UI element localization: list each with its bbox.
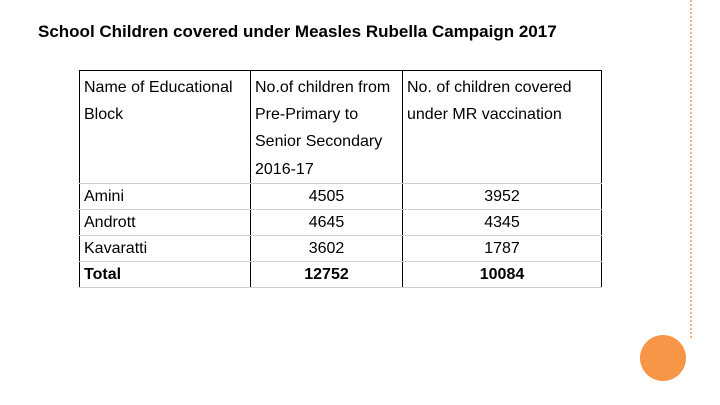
decorative-dotted-rule: [690, 0, 692, 338]
total-covered-cell: 10084: [403, 261, 602, 287]
table-row: [80, 209, 602, 235]
table-total-row: [80, 261, 602, 287]
total-label-cell: Total: [80, 261, 251, 287]
covered-count-cell: 1787: [403, 235, 602, 261]
slide-title: School Children covered under Measles Rubella Campaign 2017: [38, 22, 557, 41]
table-row: [80, 183, 602, 209]
covered-count-cell: 3952: [403, 183, 602, 209]
children-count-cell: 3602: [251, 235, 403, 261]
header-block-name: Name of Educational Block: [80, 71, 251, 184]
covered-count-cell: 4345: [403, 209, 602, 235]
table-header-row: [80, 71, 602, 184]
children-count-cell: 4645: [251, 209, 403, 235]
table-row: [80, 235, 602, 261]
header-covered-count: No. of children covered under MR vaccination: [403, 71, 602, 184]
data-table: [79, 70, 602, 288]
total-children-cell: 12752: [251, 261, 403, 287]
children-count-cell: 4505: [251, 183, 403, 209]
decorative-orange-circle: [640, 335, 686, 381]
header-children-count: No.of children from Pre-Primary to Senior Secondary 2016-17: [251, 71, 403, 184]
block-name-cell: Andrott: [80, 209, 251, 235]
block-name-cell: Kavaratti: [80, 235, 251, 261]
block-name-cell: Amini: [80, 183, 251, 209]
